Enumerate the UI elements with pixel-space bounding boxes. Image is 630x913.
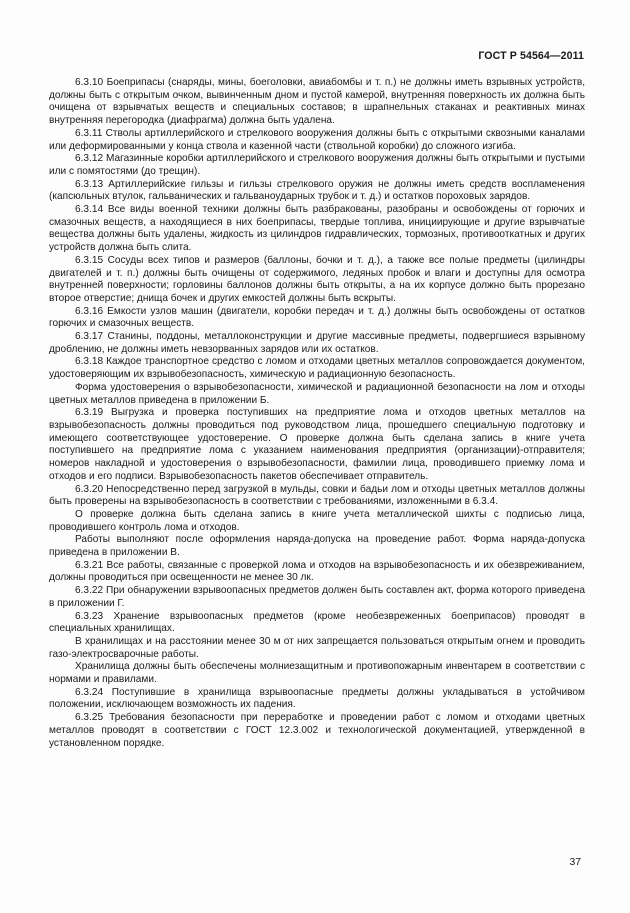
paragraph: 6.3.13 Артиллерийские гильзы и гильзы стрелкового оружия не должны иметь средств воспламенения (капсюльных втулок, гальванических и гальваноударных трубок и т. д.) и остатков пороховых зарядов. (49, 178, 585, 203)
paragraph: 6.3.18 Каждое транспортное средство с ломом и отходами цветных металлов сопровождается документом, удостоверяющим их взрывобезопасность, химическую и радиационную безопасность. (49, 356, 585, 381)
page-number: 37 (569, 857, 581, 868)
paragraph: 6.3.19 Выгрузка и проверка поступивших на предприятие лома и отходов цветных металлов на взрывобезопасность должны проводиться под руководством лица, прошедшего специальную подготовку и имеющего соответствующее удостоверение. О проверке должна быть сделана запись в книге учета поступившего на предприятие лома с указанием наименования предприятия (организации)-отправителя; номеров накладной и удостоверения о взрывобезопасности, фамилии лица, проводившего приемку лома и отходов и его подписи. Взрывобезопасность пакетов обеспечивает отправитель. (49, 407, 585, 482)
paragraph: 6.3.21 Все работы, связанные с проверкой лома и отходов на взрывобезопасность и их обезвреживанием, должны проводиться при освещенности не менее 30 лк. (49, 559, 585, 584)
paragraph: 6.3.16 Емкости узлов машин (двигатели, коробки передач и т. д.) должны быть освобождены от остатков горючих и смазочных веществ. (49, 305, 585, 330)
paragraph: 6.3.15 Сосуды всех типов и размеров (баллоны, бочки и т. д.), а также все полые предметы (цилиндры двигателей и т. п.) должны быть очищены от содержимого, ледяных пробок и влаги и доступны для осмотра внутренней поверхности; горловины баллонов должны быть открыты, а на их корпусе должно быть прорезано второе отверстие; днища бочек и других емкостей должны быть вскрыты. (49, 254, 585, 304)
paragraph: 6.3.20 Непосредственно перед загрузкой в мульды, совки и бадьи лом и отходы цветных металлов должны быть проверены на взрывобезопасность в соответствии с требованиями, изложенными в 6.3.4. (49, 483, 585, 508)
paragraph: Хранилища должны быть обеспечены молниезащитным и противопожарным инвентарем в соответствии с нормами и правилами. (49, 661, 585, 686)
paragraph: В хранилищах и на расстоянии менее 30 м от них запрещается пользоваться открытым огнем и проводить газо-электросварочные работы. (49, 635, 585, 660)
paragraph: 6.3.11 Стволы артиллерийского и стрелкового вооружения должны быть с открытыми сквозными каналами или деформированными у конца ствола и казенной части (ствольной коробки) до сложного изгиба. (49, 127, 585, 152)
paragraph: 6.3.17 Станины, поддоны, металлоконструкции и другие массивные предметы, подвергшиеся взрывному дроблению, не должны иметь невзорванных зарядов или их остатков. (49, 331, 585, 355)
paragraph: 6.3.23 Хранение взрывоопасных предметов (кроме необезвреженных боеприпасов) проводят в специальных хранилищах. (49, 610, 585, 635)
paragraph: Форма удостоверения о взрывобезопасности, химической и радиационной безопасности на лом и отходы цветных металлов приведена в приложении Б. (49, 381, 585, 406)
paragraph: 6.3.10 Боеприпасы (снаряды, мины, боеголовки, авиабомбы и т. п.) не должны иметь взрывных устройств, должны быть с открытым очком, вывинченным дном и пустой камерой, внутренняя поверхность их должна быть очищена от взрывчатых веществ и специальных составов; в шрапнельных стаканах и реактивных минах внутренняя перегородка (диафрагма) должна быть удалена. (49, 77, 585, 127)
standard-header: ГОСТ Р 54564—2011 (478, 50, 584, 62)
paragraph: О проверке должна быть сделана запись в книге учета металлической шихты с подписью лица, проводившего контроль лома и отходов. (49, 508, 585, 533)
paragraph: 6.3.25 Требования безопасности при переработке и проведении работ с ломом и отходами цветных металлов проводят в соответствии с ГОСТ 12.3.002 и технологической документацией, утвержденной в установленном порядке. (49, 712, 585, 749)
paragraph: Работы выполняют после оформления наряда-допуска на проведение работ. Форма наряда-допуска приведена в приложении В. (49, 534, 585, 559)
paragraph: 6.3.12 Магазинные коробки артиллерийского и стрелкового вооружения должны быть открытыми и пустыми или с помятостями (до трещин). (49, 153, 585, 177)
paragraph: 6.3.24 Поступившие в хранилища взрывоопасные предметы должны укладываться в устойчивом положении, исключающем возможность их падения. (49, 686, 585, 711)
paragraph: 6.3.14 Все виды военной техники должны быть разбракованы, разобраны и освобождены от горючих и смазочных веществ, а находящиеся в них боеприпасы, твердые топлива, инициирующие и другие взрывчатые вещества должны быть удалены, жидкость из цилиндров гидравлических, тормозных, противооткатных и других устройств должна быть слита. (49, 204, 585, 254)
paragraph: 6.3.22 При обнаружении взрывоопасных предметов должен быть составлен акт, форма которого приведена в приложении Г. (49, 585, 585, 609)
document-body (49, 77, 585, 750)
